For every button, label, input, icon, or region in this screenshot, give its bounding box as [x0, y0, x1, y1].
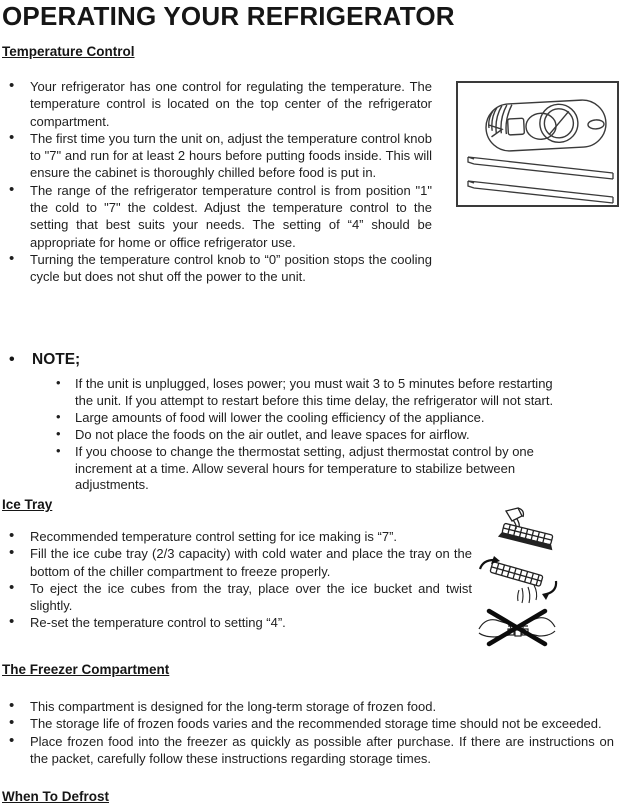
list-item: • Re-set the temperature control to setting “4”. — [8, 614, 472, 631]
list-item: • If the unit is unplugged, loses power; you must wait 3 to 5 minutes before restarting the unit. If you attempt to restart before this time delay, the refrigerator will not start. — [56, 376, 574, 410]
list-item: • Fill the ice cube tray (2/3 capacity) with cold water and place the tray on the bottom of the chiller compartment to freeze properly. — [8, 545, 472, 580]
list-item: • This compartment is designed for the long-term storage of frozen food. — [8, 698, 614, 715]
section-heading-freezer-compartment: The Freezer Compartment — [2, 662, 170, 677]
list-item: • The first time you turn the unit on, adjust the temperature control knob to "7" and run for at least 2 hours before putting foods inside. This will ensure the cabinet is thoroughly chilled before food is put in. — [8, 130, 432, 182]
fill-ice-tray-icon — [497, 506, 559, 556]
freezer-list — [8, 698, 614, 767]
note-list — [56, 376, 574, 494]
list-item: • Your refrigerator has one control for regulating the temperature. The temperature control is located on the top center of the refrigerator compartment. — [8, 78, 432, 130]
list-item: • Do not place the foods on the air outlet, and leave spaces for airflow. — [56, 427, 574, 444]
twist-ice-tray-figure — [476, 554, 560, 606]
list-item: • The storage life of frozen foods varies and the recommended storage time should not be exceeded. — [8, 715, 614, 732]
do-not-force-figure — [478, 608, 556, 648]
list-item: • The range of the refrigerator temperature control is from position "1" the cold to "7" the coldest. Adjust the temperature control to the setting that best suits your needs. The setting of “4” should be appropriate for home or office refrigerator use. — [8, 182, 432, 251]
section-heading-when-to-defrost: When To Defrost — [2, 789, 109, 804]
temperature-control-figure — [456, 81, 619, 207]
note-section — [8, 350, 608, 494]
section-heading-ice-tray: Ice Tray — [2, 497, 53, 512]
twist-ice-tray-icon — [476, 554, 560, 606]
list-item: • Turning the temperature control knob to “0” position stops the cooling cycle but does not shut off the power to the unit. — [8, 251, 432, 286]
list-item: • To eject the ice cubes from the tray, place over the ice bucket and twist slightly. — [8, 580, 472, 615]
crossed-out-hands-icon — [478, 608, 556, 648]
note-label: • NOTE; — [8, 350, 608, 370]
thermostat-knob-icon — [456, 81, 619, 207]
list-item: • Place frozen food into the freezer as quickly as possible after purchase. If there are instructions on the packet, carefully follow these instructions regarding storage times. — [8, 733, 614, 768]
list-item: • If you choose to change the thermostat setting, adjust thermostat control by one increment at a time. Allow several hours for temperature to stabilize between adjustments. — [56, 444, 574, 495]
page-title: OPERATING YOUR REFRIGERATOR — [2, 1, 455, 31]
section-heading-temperature-control: Temperature Control — [2, 44, 135, 59]
list-item: • Large amounts of food will lower the cooling efficiency of the appliance. — [56, 410, 574, 427]
temperature-control-list — [8, 78, 432, 286]
ice-tray-list — [8, 528, 472, 632]
fill-ice-tray-figure — [497, 506, 559, 556]
list-item: • Recommended temperature control setting for ice making is “7”. — [8, 528, 472, 545]
